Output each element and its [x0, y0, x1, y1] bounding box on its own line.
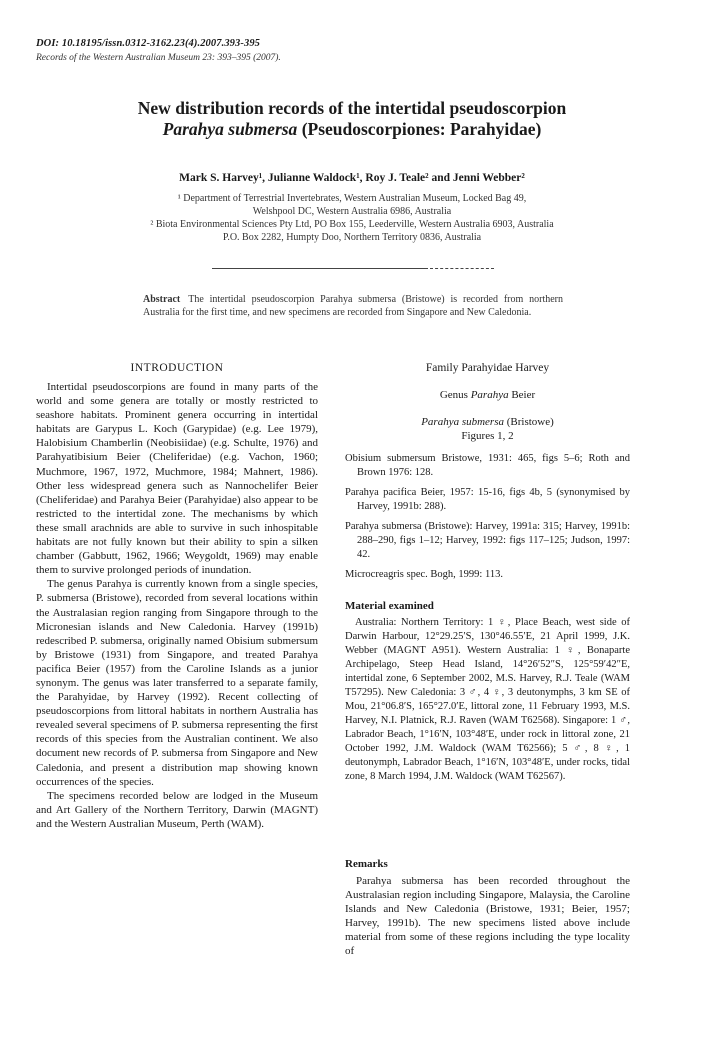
synonymy-list [345, 452, 630, 588]
abstract-text: The intertidal pseudoscorpion Parahya submersa (Bristowe) is recorded from northern Australia for the first time, and new specimens are recorded from Singapore and New Caledonia. [143, 294, 563, 318]
introduction-heading: INTRODUCTION [130, 362, 224, 374]
material-text: Australia: Northern Territory: 1 ♀, Place Beach, west side of Darwin Harbour, 12°29.25′S, 130°46.55′E, 21 April 1999, J.K. Webber (MAGNT A951). Western Australia: 1 ♀, Bonaparte Archipelago, Steep Head Island, 14°26′52″S, 125°59′42″E, intertidal zone, 6 September 2002, M.S. Harvey, R.J. Teale (WAM T57295). New Caledonia: 3 ♂, 4 ♀, 3 deutonymphs, 3 km SE of Mou, 21°06.8′S, 165°27.0′E, littoral zone, 11 February 1993, M.S. Harvey, N.I. Platnick, R.J. Raven (WAM T62568). Singapore: 1 ♂, Labrador Beach, 1°16′N, 103°48′E, under rock in littoral zone, 21 October 1992, J.M. Waldock (WAM T62566); 5 ♂, 8 ♀, 1 deutonymph, Labrador Beach, 1°16′N, 103°48′E, under rocks, tidal zone, 8 March 1994, J.M. Waldock (WAM T62567). [345, 617, 630, 782]
title-line-2 [40, 119, 664, 140]
affiliation-line: ² Biota Environmental Sciences Pty Ltd, PO Box 155, Leederville, Western Australia 6903, Australia [150, 219, 554, 230]
affiliations [90, 192, 614, 244]
intro-paragraph: The specimens recorded below are lodged in the Museum and Art Gallery of the Northern Territory, Darwin (MAGNT) and the Western Australian Museum, Perth (WAM). [36, 789, 318, 830]
affiliation-line: P.O. Box 2282, Humpty Doo, Northern Territory 0836, Australia [222, 232, 482, 243]
synonymy-entry: Parahya pacifica Beier, 1957: 15-16, figs 4b, 5 (synonymised by Harvey, 1991b: 288). [345, 487, 630, 512]
abstract-label: Abstract [143, 294, 181, 305]
affiliation-line: ¹ Department of Terrestrial Invertebrates, Western Australian Museum, Locked Bag 49, [177, 193, 527, 204]
figure-reference: Figures 1, 2 [461, 430, 514, 442]
introduction-body [36, 380, 318, 831]
material-body [345, 616, 630, 784]
remarks-heading: Remarks [345, 858, 388, 870]
species-author: (Bristowe) [504, 416, 554, 428]
section-divider-dashed [430, 268, 494, 269]
title-line-1: New distribution records of the intertidal pseudoscorpion [137, 98, 567, 118]
title-taxon-classification: (Pseudoscorpiones: Parahyidae) [297, 119, 542, 139]
species-heading [345, 416, 630, 428]
title-taxon: Parahya submersa [162, 119, 298, 139]
genus-prefix: Genus [439, 389, 471, 401]
synonymy-entry: Parahya submersa (Bristowe): Harvey, 1991a: 315; Harvey, 1991b: 288–290, figs 1–12; Harvey, 1992: figs 117–125; Judson, 1997: 42. [345, 521, 630, 560]
author-list: Mark S. Harvey¹, Julianne Waldock¹, Roy J. Teale² and Jenni Webber² [179, 172, 525, 184]
abstract [143, 293, 563, 319]
genus-heading [345, 389, 630, 401]
family-heading: Family Parahyidae Harvey [425, 362, 550, 374]
paper-title [40, 98, 664, 140]
journal-citation: Records of the Western Australian Museum 23: 393–395 (2007). [36, 53, 281, 63]
remarks-text: Parahya submersa has been recorded throughout the Australasian region including Singapore, Malaysia, the Caroline Islands and New Caledonia (Bristowe, 1931; Beier, 1957; Harvey, 1991b). The new specimens listed above include material from some of these regions including the type locality of [345, 875, 630, 958]
doi-line[interactable]: DOI: 10.18195/issn.0312-3162.23(4).2007.393-395 [36, 38, 261, 49]
synonymy-entry: Microcreagris spec. Bogh, 1999: 113. [345, 569, 503, 580]
intro-paragraph: Intertidal pseudoscorpions are found in many parts of the world and some genera are totally or mostly restricted to seashore habitats. Prominent genera occurring in intertidal habitats are Garypus L. Koch (Garypidae) (e.g. Lee 1979), Halobisium Chamberlin (Neobisiidae) (e.g. Schulte, 1976) and Parahyatibisium Beier (Cheliferidae) (e.g. Vachon, 1960; Muchmore, 1967, 1972, Muchmore, 1984; Mahnert, 1986). Other less widespread genera such as Nannochelifer Beier (Cheliferidae) and Parahya Beier (Parahyidae) also appear to be restricted to the intertidal zone. The mechanisms by which these small arachnids are able to survive in such inhospitable habitats are not fully known but their ability to spin a silken chamber (Gabbutt, 1962, 1966; Weygoldt, 1969) may enable them to survive prolonged periods of inundation. [36, 381, 318, 577]
genus-author: Beier [508, 389, 536, 401]
affiliation-line: Welshpool DC, Western Australia 6986, Australia [252, 206, 452, 217]
remarks-body [345, 874, 630, 959]
genus-name: Parahya [470, 389, 509, 401]
section-divider [212, 268, 428, 269]
synonymy-entry: Obisium submersum Bristowe, 1931: 465, figs 5–6; Roth and Brown 1976: 128. [345, 453, 630, 478]
material-heading: Material examined [345, 600, 434, 612]
intro-paragraph: The genus Parahya is currently known from a single species, P. submersa (Bristowe), recorded from several locations within the Australasian region ranging from Singapore through to the Micronesian islands and New Caledonia. Harvey (1991b) redescribed P. submersa, originally named Obisium submersum by Bristowe (1931) from Singapore, and treated Parahya pacifica Beier (1957) from the Caroline Islands as a junior synonym. The genus was later transferred to a separate family, the Parahyidae, by Harvey (1992). Recent collecting of pseudoscorpions from littoral habitats in northern Australia has revealed several specimens of P. submersa representing the first records of this species from the Australian continent. We also document new records of P. submersa from Singapore and New Caledonia, and present a distribution map showing known occurrences of the species. [36, 578, 318, 788]
species-name: Parahya submersa [421, 416, 504, 428]
